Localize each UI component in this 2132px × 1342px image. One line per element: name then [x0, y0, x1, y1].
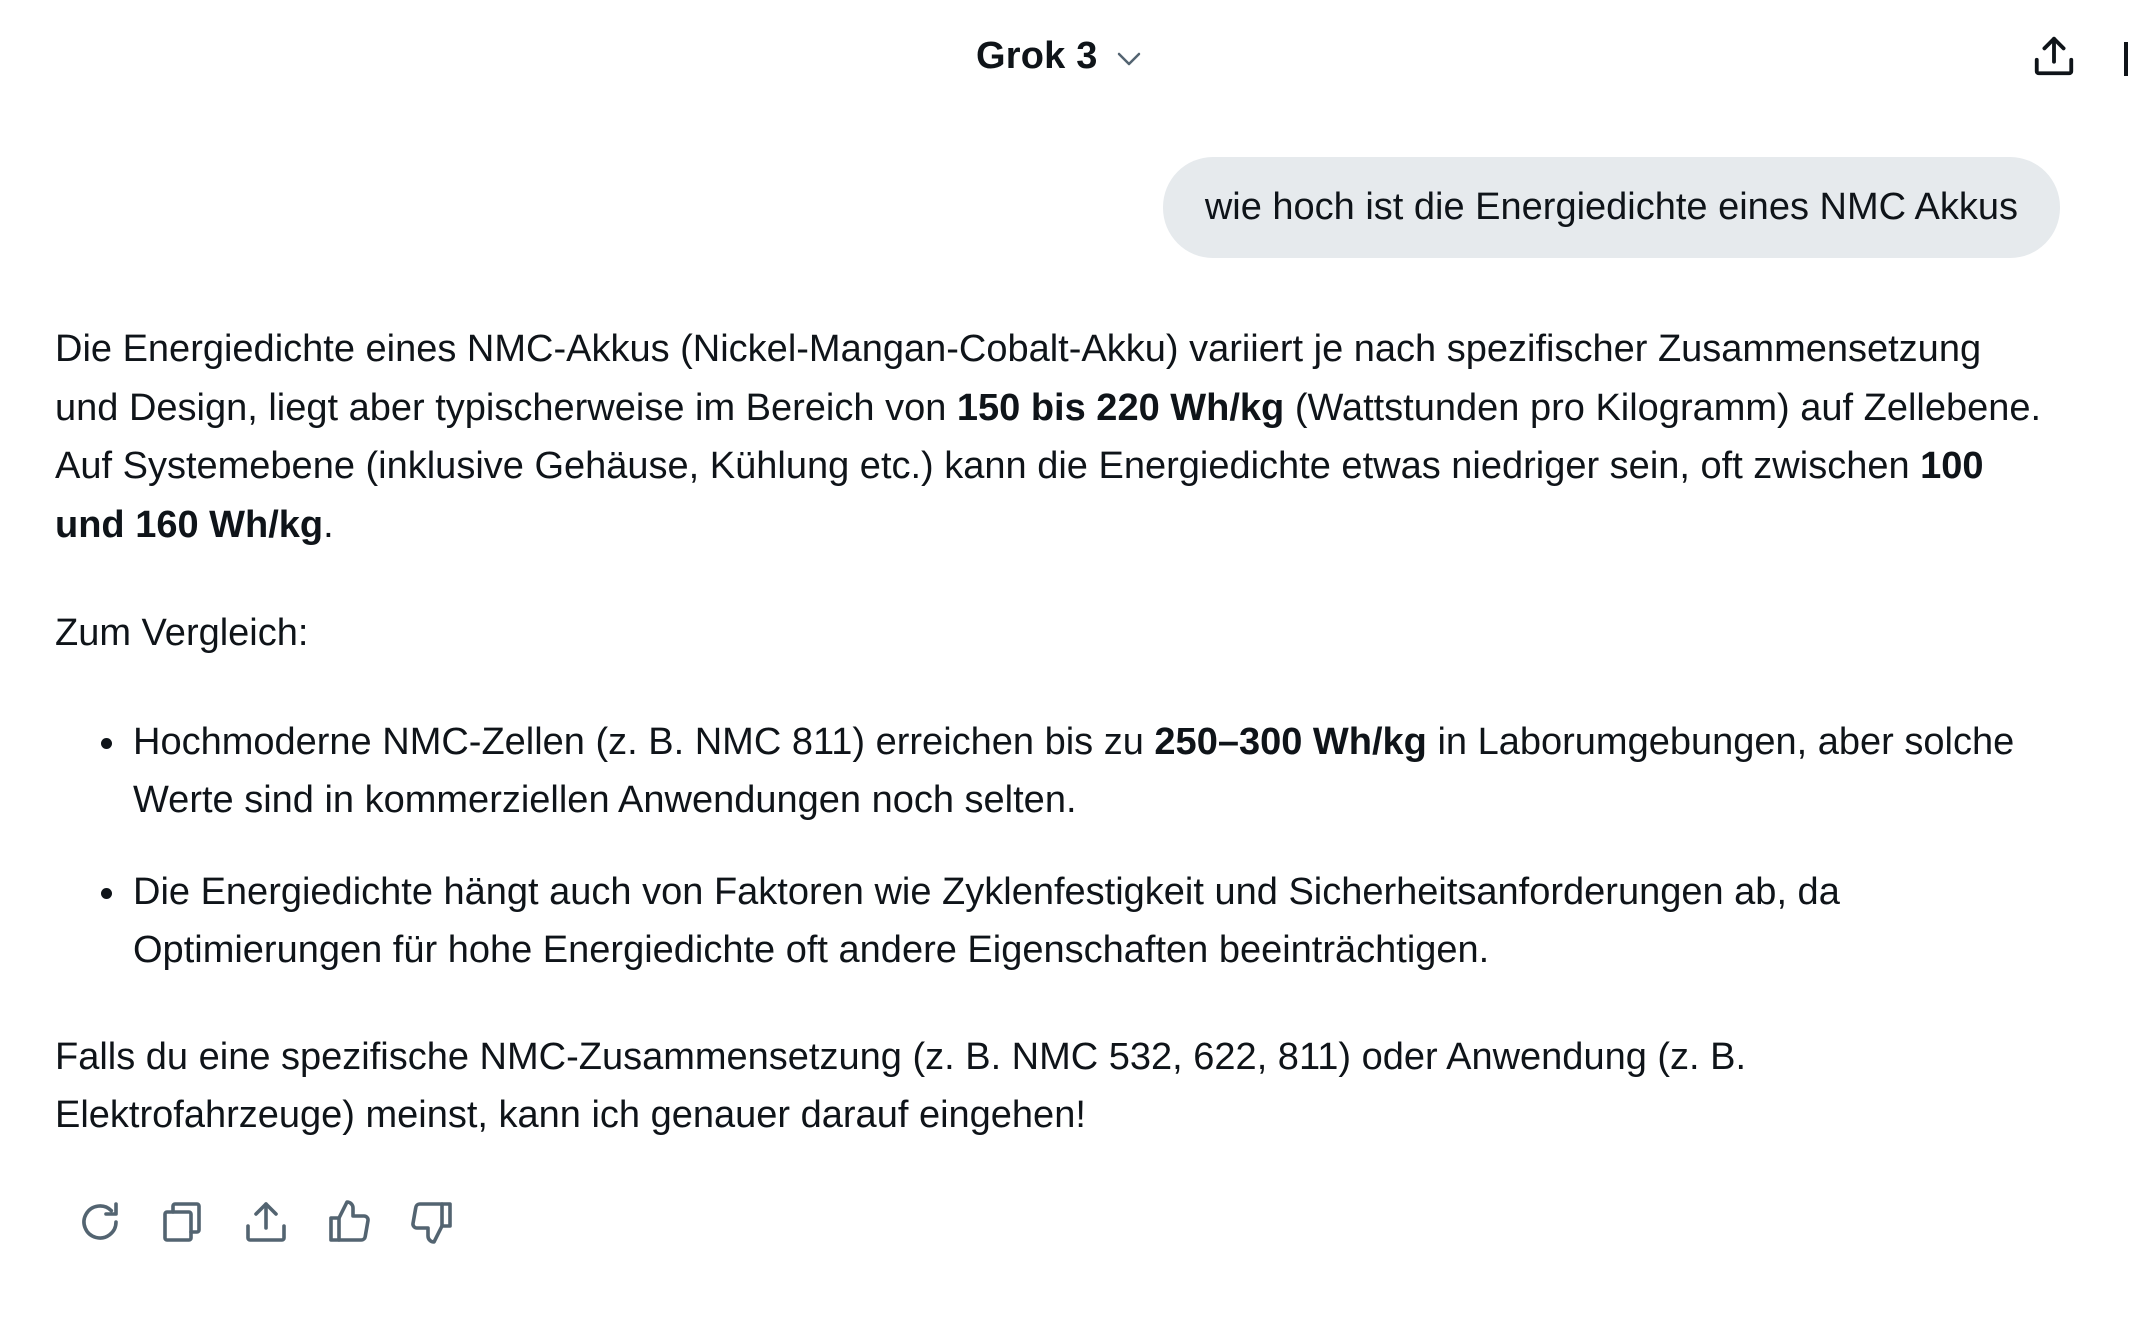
- regenerate-button[interactable]: [72, 1194, 128, 1250]
- model-selector[interactable]: [976, 26, 1146, 86]
- model-name: Grok 3: [976, 34, 1098, 77]
- list-item: [133, 863, 2055, 980]
- regenerate-icon: [76, 1198, 124, 1246]
- response-actions: [72, 1194, 460, 1250]
- share-icon: [242, 1198, 290, 1246]
- response-paragraph: Falls du eine spezifische NMC-Zusammensetzung (z. B. NMC 532, 622, 811) oder Anwendung (z. B. Elektrofahrzeuge) meinst, kann ich genauer darauf eingehen!: [55, 1035, 1747, 1136]
- bold-value: 250–300 Wh/kg: [1154, 720, 1427, 763]
- edge-divider: [2124, 42, 2128, 76]
- text-span: (Wattstunden pro Kilogramm) auf Zellebene. Auf Systemebene (inklusive Gehäuse, Kühlung etc.) kann die Energiedichte etwas niedriger sein, oft zwischen: [55, 386, 2042, 487]
- thumbs-down-button[interactable]: [404, 1194, 460, 1250]
- thumbs-up-button[interactable]: [321, 1194, 377, 1250]
- top-bar: [0, 0, 2132, 112]
- assistant-response: [55, 320, 2055, 1145]
- user-message-row: [1163, 157, 2060, 258]
- response-bullet-list: [55, 713, 2055, 980]
- user-message-bubble: wie hoch ist die Energiedichte eines NMC Akkus: [1163, 157, 2060, 258]
- share-response-button[interactable]: [238, 1194, 294, 1250]
- copy-button[interactable]: [155, 1194, 211, 1250]
- bold-value: 150 bis 220 Wh/kg: [956, 386, 1285, 429]
- text-span: .: [323, 503, 334, 546]
- thumbs-up-icon: [325, 1198, 373, 1246]
- response-paragraph: Zum Vergleich:: [55, 612, 309, 654]
- chevron-down-icon: [1112, 42, 1146, 76]
- copy-icon: [159, 1198, 207, 1246]
- text-span: Hochmoderne NMC-Zellen (z. B. NMC 811) erreichen bis zu: [133, 720, 1155, 763]
- response-paragraph: [55, 320, 2055, 554]
- thumbs-down-icon: [408, 1198, 456, 1246]
- share-conversation-button[interactable]: [2028, 32, 2080, 84]
- text-span: in Laborumgebungen, aber solche Werte sind in kommerziellen Anwendungen noch selten.: [133, 720, 2015, 821]
- text-span: Die Energiedichte eines NMC-Akkus (Nickel-Mangan-Cobalt-Akku) variiert je nach spezifischer Zusammensetzung und Design, liegt aber typischerweise im Bereich von: [55, 328, 1982, 429]
- bold-value: 100 und 160 Wh/kg: [55, 445, 1984, 546]
- list-item: [133, 713, 2055, 830]
- share-icon: [2031, 33, 2077, 84]
- text-span: Die Energiedichte hängt auch von Faktoren wie Zyklenfestigkeit und Sicherheitsanforderungen ab, da Optimierungen für hohe Energiedichte oft andere Eigenschaften beeinträchtigen.: [133, 870, 1840, 971]
